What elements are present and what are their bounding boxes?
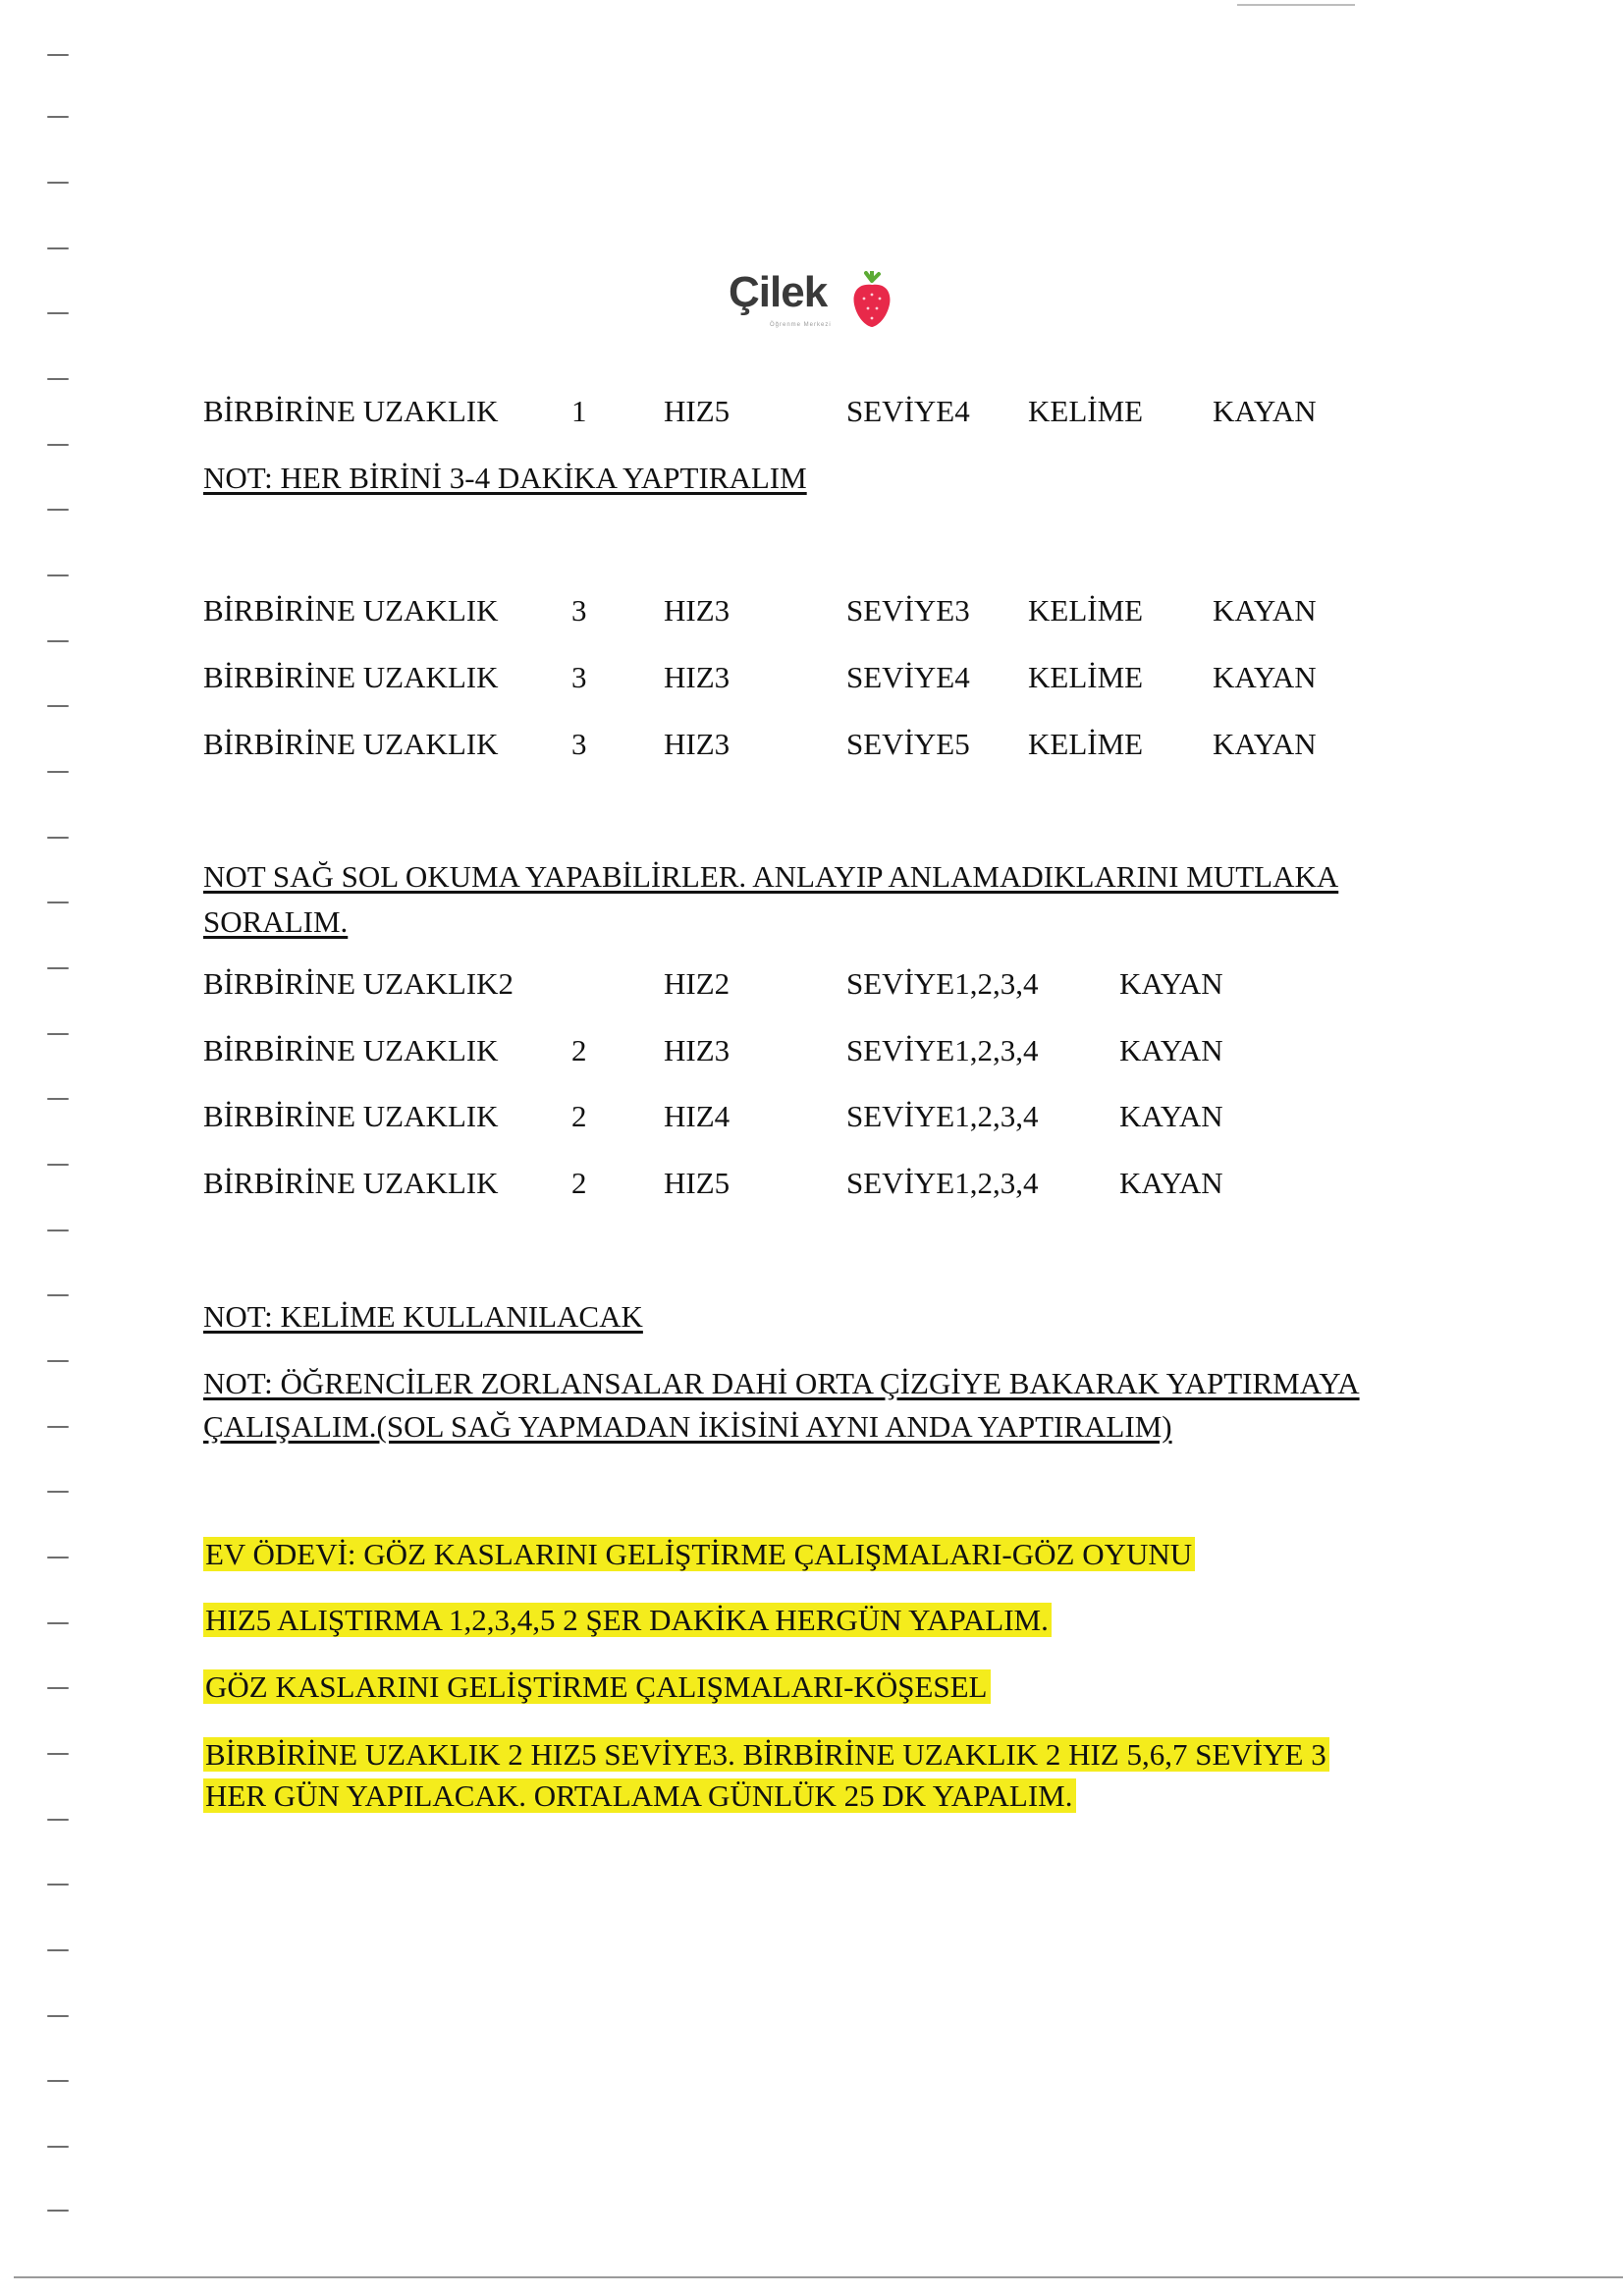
strawberry-icon — [850, 271, 893, 328]
level: SEVİYE4 — [846, 660, 970, 694]
speed: HIZ4 — [664, 1099, 730, 1133]
punch-mark — [47, 574, 69, 576]
homework-line: BİRBİRİNE UZAKLIK 2 HIZ5 SEVİYE3. BİRBİRİNE UZAKLIK 2 HIZ 5,6,7 SEVİYE 3 — [203, 1735, 1329, 1775]
punch-mark — [47, 902, 69, 903]
distance-value: 3 — [571, 593, 587, 628]
cilek-logo — [729, 263, 905, 342]
speed: HIZ2 — [664, 966, 730, 1001]
punch-mark — [47, 2210, 69, 2212]
speed: HIZ3 — [664, 660, 730, 694]
punch-mark — [47, 1884, 69, 1886]
level: SEVİYE1,2,3,4 — [846, 966, 1039, 1001]
punch-mark — [47, 444, 69, 446]
punch-mark — [47, 378, 69, 380]
distance-value: 3 — [571, 727, 587, 761]
mode: KAYAN — [1213, 727, 1317, 761]
scan-edge-top — [1237, 4, 1355, 6]
level: SEVİYE1,2,3,4 — [846, 1033, 1039, 1067]
mode: KAYAN — [1213, 593, 1317, 628]
punch-mark — [47, 1491, 69, 1493]
distance-value: 3 — [571, 660, 587, 694]
mode: KAYAN — [1119, 1033, 1223, 1067]
distance-value: 1 — [571, 394, 587, 428]
distance-label: BİRBİRİNE UZAKLIK — [203, 593, 499, 628]
level: SEVİYE3 — [846, 593, 970, 628]
punch-mark — [47, 1819, 69, 1821]
distance-label: BİRBİRİNE UZAKLIK — [203, 1033, 499, 1067]
punch-mark — [47, 116, 69, 118]
punch-mark — [47, 640, 69, 642]
distance-label: BİRBİRİNE UZAKLIK — [203, 1099, 499, 1133]
distance-value: 2 — [571, 1166, 587, 1200]
mode: KAYAN — [1213, 394, 1317, 428]
distance-label: BİRBİRİNE UZAKLIK — [203, 727, 499, 761]
distance-value: 2 — [571, 1099, 587, 1133]
punch-mark — [47, 182, 69, 184]
speed: HIZ3 — [664, 1033, 730, 1067]
note: NOT: KELİME KULLANILACAK — [203, 1299, 643, 1334]
punch-mark — [47, 1949, 69, 1951]
punch-mark — [47, 2015, 69, 2017]
punch-mark — [47, 1164, 69, 1166]
punch-mark — [47, 1033, 69, 1035]
punch-mark — [47, 1426, 69, 1428]
distance-label: BİRBİRİNE UZAKLIK — [203, 1166, 499, 1200]
punch-mark — [47, 1294, 69, 1296]
word-type: KELİME — [1028, 660, 1144, 694]
punch-mark — [47, 1557, 69, 1558]
punch-mark — [47, 312, 69, 314]
speed: HIZ3 — [664, 593, 730, 628]
level: SEVİYE1,2,3,4 — [846, 1166, 1039, 1200]
punch-mark — [47, 2146, 69, 2148]
punch-mark — [47, 1622, 69, 1624]
logo-tagline: Öğrenme Merkezi — [770, 322, 832, 328]
punch-mark — [47, 509, 69, 511]
mode: KAYAN — [1213, 660, 1317, 694]
punch-mark — [47, 2080, 69, 2082]
punch-mark — [47, 1753, 69, 1755]
note: NOT: HER BİRİNİ 3-4 DAKİKA YAPTIRALIM — [203, 461, 807, 495]
note: NOT SAĞ SOL OKUMA YAPABİLİRLER. ANLAYIP ANLAMADIKLARINI MUTLAKA — [203, 859, 1339, 894]
punch-mark — [47, 247, 69, 249]
punch-mark — [47, 771, 69, 773]
scan-edge-bottom — [14, 2276, 1623, 2278]
note-continuation: ÇALIŞALIM.(SOL SAĞ YAPMADAN İKİSİNİ AYNI ANDA YAPTIRALIM) — [203, 1409, 1172, 1444]
distance-label: BİRBİRİNE UZAKLIK2 — [203, 966, 514, 1001]
punch-mark — [47, 1230, 69, 1231]
distance-label: BİRBİRİNE UZAKLIK — [203, 660, 499, 694]
punch-mark — [47, 837, 69, 839]
word-type: KELİME — [1028, 727, 1144, 761]
homework-line: HER GÜN YAPILACAK. ORTALAMA GÜNLÜK 25 DK YAPALIM. — [203, 1777, 1076, 1816]
level: SEVİYE5 — [846, 727, 970, 761]
level: SEVİYE1,2,3,4 — [846, 1099, 1039, 1133]
distance-label: BİRBİRİNE UZAKLIK — [203, 394, 499, 428]
punch-mark — [47, 1360, 69, 1362]
punch-mark — [47, 705, 69, 707]
level: SEVİYE4 — [846, 394, 970, 428]
distance-value: 2 — [571, 1033, 587, 1067]
punch-mark — [47, 1687, 69, 1689]
homework-line: GÖZ KASLARINI GELİŞTİRME ÇALIŞMALARI-KÖŞESEL — [203, 1667, 991, 1707]
speed: HIZ5 — [664, 1166, 730, 1200]
punch-mark — [47, 54, 69, 56]
punch-mark — [47, 967, 69, 969]
word-type: KELİME — [1028, 593, 1144, 628]
speed: HIZ3 — [664, 727, 730, 761]
note-continuation: SORALIM. — [203, 904, 349, 939]
note: NOT: ÖĞRENCİLER ZORLANSALAR DAHİ ORTA ÇİZGİYE BAKARAK YAPTIRMAYA — [203, 1366, 1360, 1400]
punch-mark — [47, 1098, 69, 1100]
homework-heading: EV ÖDEVİ: GÖZ KASLARINI GELİŞTİRME ÇALIŞMALARI-GÖZ OYUNU — [203, 1535, 1195, 1574]
speed: HIZ5 — [664, 394, 730, 428]
homework-line: HIZ5 ALIŞTIRMA 1,2,3,4,5 2 ŞER DAKİKA HERGÜN YAPALIM. — [203, 1601, 1052, 1640]
logo-wordmark: Çilek — [729, 268, 828, 316]
mode: KAYAN — [1119, 966, 1223, 1001]
mode: KAYAN — [1119, 1166, 1223, 1200]
mode: KAYAN — [1119, 1099, 1223, 1133]
word-type: KELİME — [1028, 394, 1144, 428]
